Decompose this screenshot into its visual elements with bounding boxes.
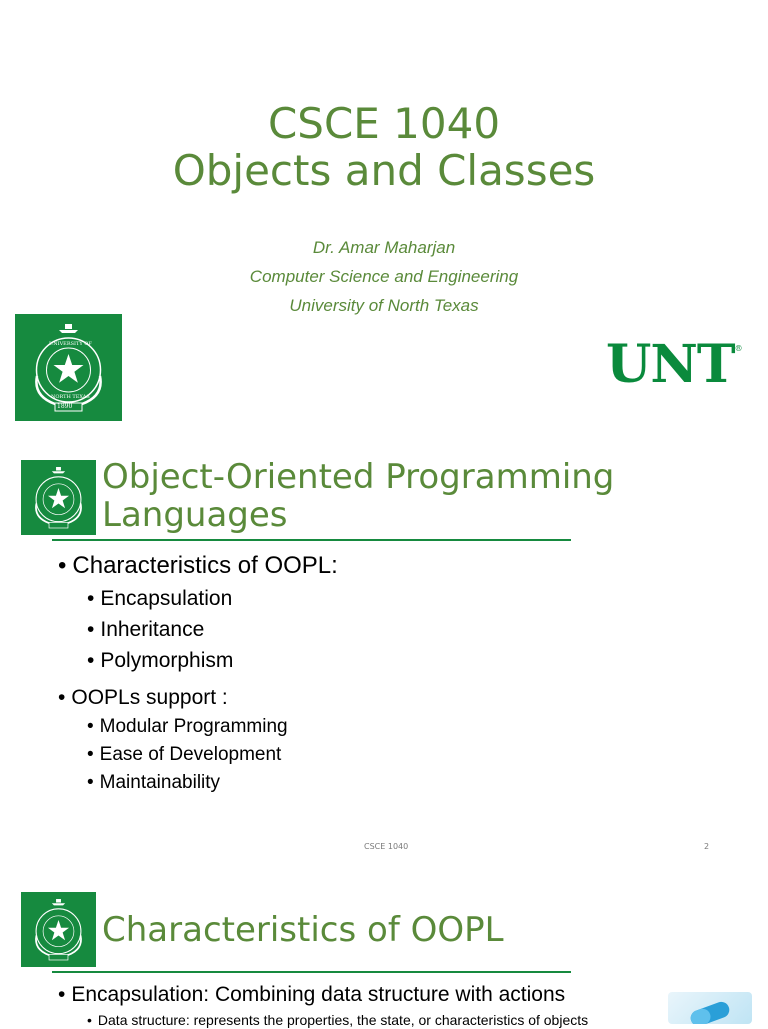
bullet-text: Data structure: represents the properties, the state, or characteristics of objects — [97, 1012, 589, 1028]
bullet-text: Maintainability — [99, 772, 221, 793]
bullet-encapsulation-definition — [58, 983, 565, 1007]
bullet-characteristics — [58, 552, 338, 580]
slide3-seal — [21, 892, 96, 967]
university-name: University of North Texas — [289, 296, 479, 315]
author-name: Dr. Amar Maharjan — [312, 238, 456, 257]
bullet-text: Modular Programming — [99, 716, 288, 737]
unt-logo — [606, 334, 742, 395]
slide2-seal — [21, 460, 96, 535]
sub-bullet-modular — [87, 716, 288, 738]
bullet-oopls-support — [58, 686, 228, 710]
sub-bullet-encapsulation — [87, 587, 232, 611]
sub-bullet-maintainability — [87, 772, 220, 794]
registered-mark: ® — [734, 344, 742, 353]
seal-year: 1890 — [57, 403, 73, 410]
page-number: 2 — [704, 842, 710, 851]
bullet-text: Ease of Development — [99, 744, 282, 765]
sub-bullet-polymorphism — [87, 649, 233, 673]
bullet-text: Encapsulation — [100, 587, 233, 610]
lecture-title: Objects and Classes — [172, 146, 596, 195]
title-slide-title — [0, 100, 768, 194]
seal-icon — [21, 460, 96, 535]
course-code: CSCE 1040 — [267, 99, 501, 148]
capsule-icon — [668, 992, 752, 1024]
bullet-text: Encapsulation: Combining data structure with actions — [71, 983, 566, 1006]
slide2-heading-line1: Object-Oriented Programming — [102, 457, 615, 497]
seal-icon — [21, 892, 96, 967]
bullet-text: Polymorphism — [100, 649, 234, 672]
seal-text-bottom: NORTH TEXAS — [51, 394, 90, 400]
bullet-text: OOPLs support : — [71, 686, 228, 709]
slide2-heading — [102, 458, 614, 534]
sub-bullet-inheritance — [87, 618, 204, 642]
heading-divider — [52, 971, 571, 973]
sub-bullet-ease — [87, 744, 281, 766]
heading-divider — [52, 539, 571, 541]
slide-footer: CSCE 1040 — [364, 842, 409, 851]
university-seal — [15, 314, 122, 421]
bullet-text: Characteristics of OOPL: — [72, 552, 338, 579]
seal-text-top: UNIVERSITY OF — [49, 341, 92, 347]
bullet-text: Inheritance — [100, 618, 205, 641]
sub-bullet-data-structure — [87, 1012, 588, 1028]
slide2-heading-line2: Languages — [102, 495, 288, 535]
capsule-image — [668, 992, 752, 1024]
unt-logo-text: UNT — [606, 334, 735, 395]
slide3-heading: Characteristics of OOPL — [102, 910, 504, 950]
department-name: Computer Science and Engineering — [249, 267, 519, 286]
